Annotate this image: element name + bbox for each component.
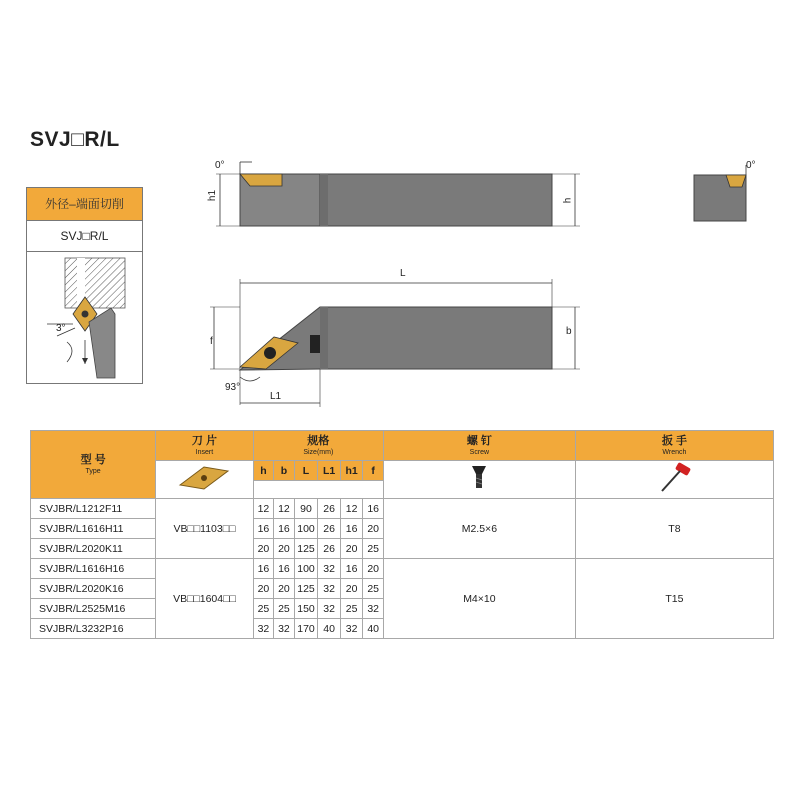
value-cell: 26 xyxy=(318,539,341,559)
type-cell: SVJBR/L1616H16 xyxy=(31,559,156,579)
value-cell: 90 xyxy=(294,499,318,519)
h1-label: h1 xyxy=(207,189,219,202)
panel-angle-label: 3° xyxy=(56,323,66,334)
value-cell: 32 xyxy=(253,619,274,639)
length-label: L xyxy=(400,268,406,279)
l1-label: L1 xyxy=(270,391,282,402)
value-cell: 40 xyxy=(363,619,384,639)
wrench-icon xyxy=(654,461,694,495)
table-row xyxy=(31,499,774,519)
value-cell: 20 xyxy=(363,559,384,579)
screw-cell: M2.5×6 xyxy=(383,499,575,559)
screw-cell: M4×10 xyxy=(383,559,575,639)
value-cell: 12 xyxy=(340,499,363,519)
value-cell: 25 xyxy=(340,599,363,619)
value-cell: 16 xyxy=(253,519,274,539)
size-col-b: b xyxy=(274,461,295,481)
size-col-h1: h1 xyxy=(340,461,363,481)
value-cell: 25 xyxy=(253,599,274,619)
specification-table xyxy=(30,430,774,639)
value-cell: 20 xyxy=(274,579,295,599)
insert-cell: VB□□1103□□ xyxy=(156,499,253,559)
value-cell: 25 xyxy=(363,579,384,599)
size-col-l: L xyxy=(294,461,318,481)
b-label: b xyxy=(566,326,572,337)
page-title: SVJ□R/L xyxy=(30,128,120,151)
value-cell: 100 xyxy=(294,559,318,579)
value-cell: 25 xyxy=(363,539,384,559)
value-cell: 100 xyxy=(294,519,318,539)
value-cell: 125 xyxy=(294,579,318,599)
value-cell: 20 xyxy=(253,579,274,599)
angle-93-label: 93° xyxy=(225,382,241,393)
table-row xyxy=(31,559,774,579)
value-cell: 125 xyxy=(294,539,318,559)
value-cell: 150 xyxy=(294,599,318,619)
header-type: 型 号 Type xyxy=(31,431,156,499)
value-cell: 20 xyxy=(340,539,363,559)
value-cell: 32 xyxy=(318,559,341,579)
type-cell: SVJBR/L2525M16 xyxy=(31,599,156,619)
value-cell: 32 xyxy=(363,599,384,619)
value-cell: 20 xyxy=(363,519,384,539)
value-cell: 26 xyxy=(318,519,341,539)
type-cell: SVJBR/L3232P16 xyxy=(31,619,156,639)
screw-icon-cell xyxy=(383,461,575,499)
header-wrench: 扳 手 Wrench xyxy=(575,431,773,461)
side-view-drawing xyxy=(190,150,590,230)
value-cell: 20 xyxy=(253,539,274,559)
insert-icon xyxy=(174,463,234,493)
value-cell: 16 xyxy=(253,559,274,579)
value-cell: 20 xyxy=(274,539,295,559)
type-cell: SVJBR/L1616H11 xyxy=(31,519,156,539)
value-cell: 32 xyxy=(318,579,341,599)
h-label: h xyxy=(562,197,574,204)
type-cell: SVJBR/L2020K11 xyxy=(31,539,156,559)
value-cell: 32 xyxy=(340,619,363,639)
screw-icon xyxy=(464,462,494,494)
value-cell: 32 xyxy=(274,619,295,639)
value-cell: 12 xyxy=(253,499,274,519)
value-cell: 26 xyxy=(318,499,341,519)
value-cell: 25 xyxy=(274,599,295,619)
value-cell: 20 xyxy=(340,579,363,599)
value-cell: 16 xyxy=(340,559,363,579)
insert-icon-cell xyxy=(156,461,253,499)
value-cell: 12 xyxy=(274,499,295,519)
size-col-f: f xyxy=(363,461,384,481)
value-cell: 16 xyxy=(363,499,384,519)
value-cell: 16 xyxy=(274,559,295,579)
panel-heading: 外径–端面切削 xyxy=(27,188,142,221)
application-panel xyxy=(26,187,143,384)
wrench-cell: T15 xyxy=(575,559,773,639)
type-cell: SVJBR/L1212F11 xyxy=(31,499,156,519)
f-label: f xyxy=(210,336,213,347)
value-cell: 40 xyxy=(318,619,341,639)
value-cell: 32 xyxy=(318,599,341,619)
size-col-l1: L1 xyxy=(318,461,341,481)
angle-side-label: 0° xyxy=(746,160,756,171)
end-view-drawing xyxy=(690,165,780,225)
header-insert: 刀 片 Insert xyxy=(156,431,253,461)
cutting-schematic xyxy=(27,252,142,383)
angle-top-label: 0° xyxy=(215,160,225,171)
value-cell: 16 xyxy=(340,519,363,539)
wrench-cell: T8 xyxy=(575,499,773,559)
size-col-h: h xyxy=(253,461,274,481)
insert-cell: VB□□1604□□ xyxy=(156,559,253,639)
value-cell: 170 xyxy=(294,619,318,639)
type-cell: SVJBR/L2020K16 xyxy=(31,579,156,599)
value-cell: 16 xyxy=(274,519,295,539)
panel-model: SVJ□R/L xyxy=(27,221,142,252)
header-size: 规格 Size(mm) xyxy=(253,431,383,461)
top-view-drawing xyxy=(200,265,590,415)
wrench-icon-cell xyxy=(575,461,773,499)
header-screw: 螺 钉 Screw xyxy=(383,431,575,461)
